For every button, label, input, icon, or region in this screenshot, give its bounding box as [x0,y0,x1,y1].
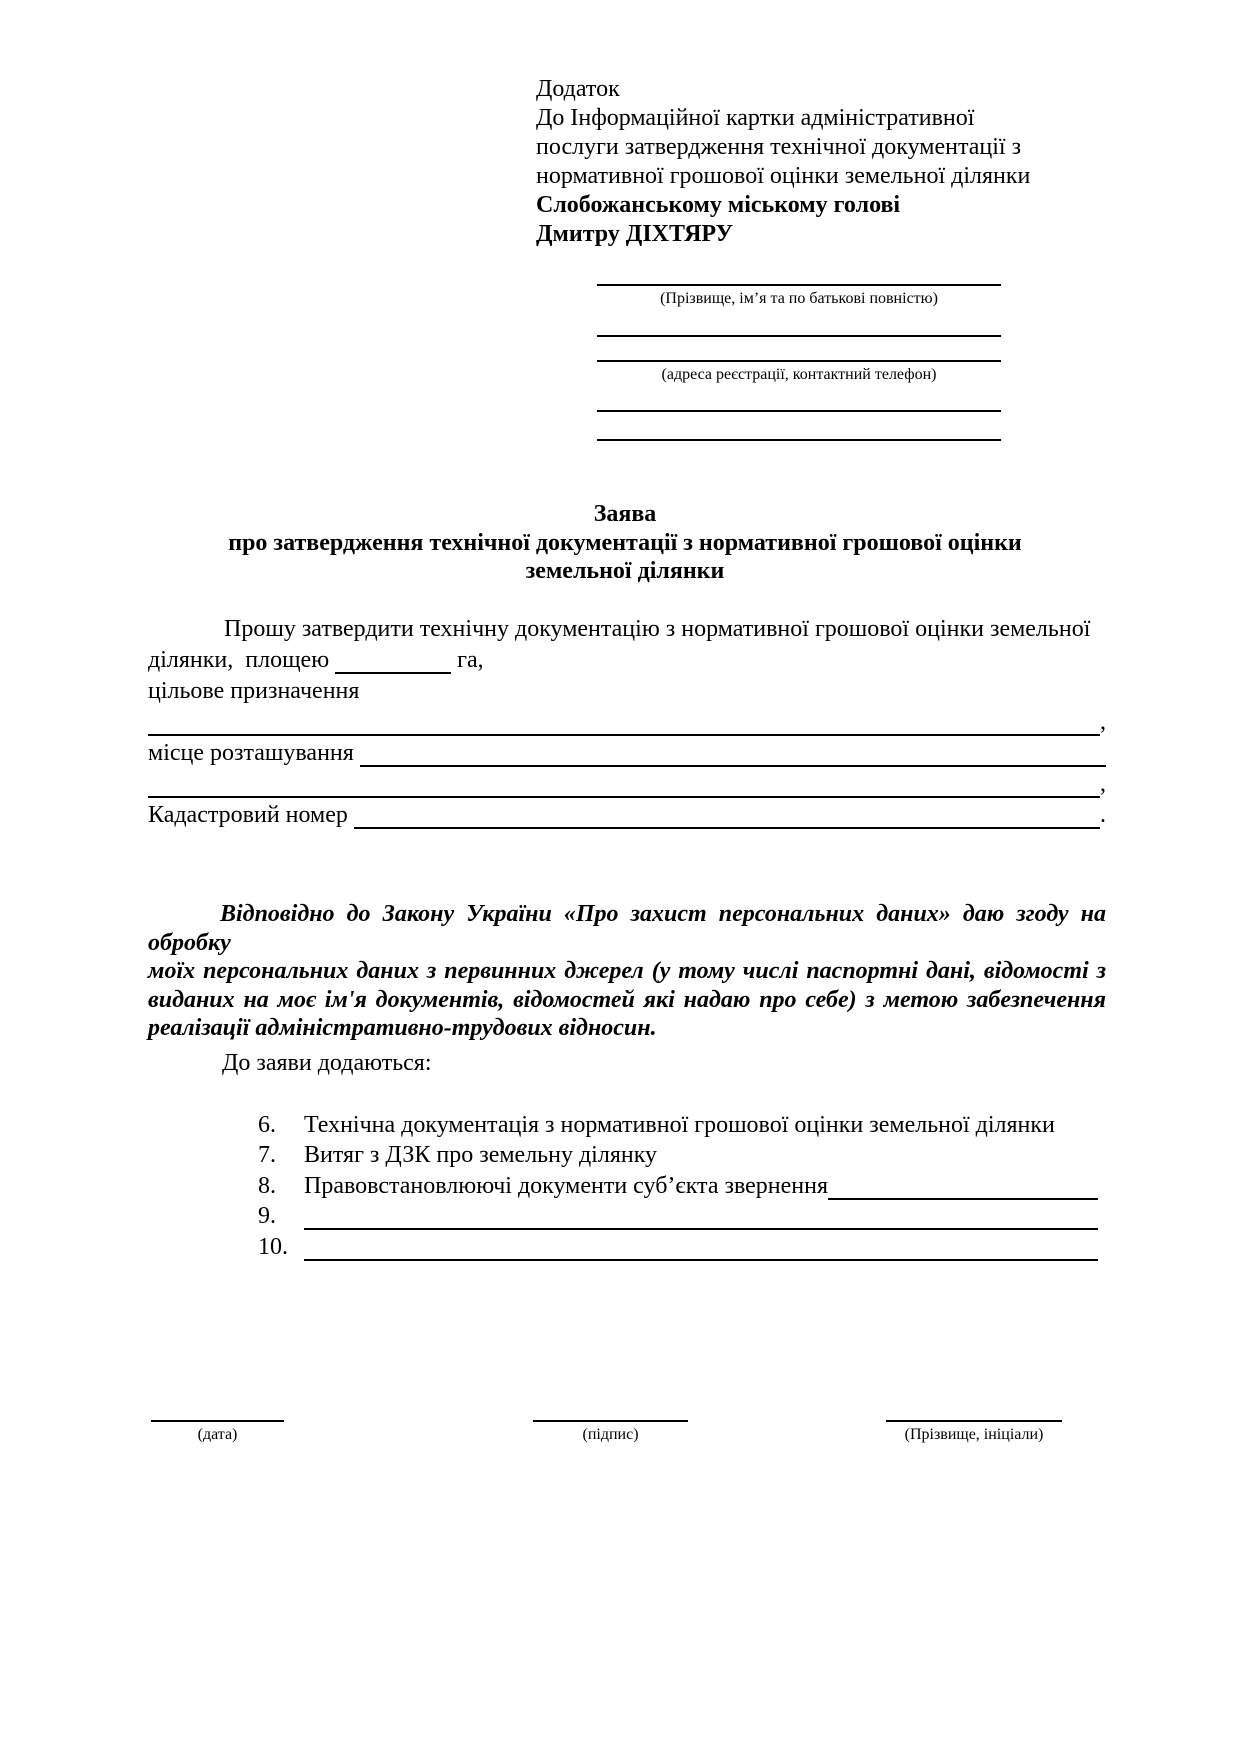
location-label: місце розташування [148,740,360,766]
sign-signature-block [533,1408,688,1444]
signature-field[interactable] [533,1408,688,1422]
recipient-title: Слобожанському міському голові [536,192,901,218]
name-caption: (Прізвище, ініціали) [904,1426,1044,1443]
recipient-fill-block [597,262,1001,441]
applicant-address-line-2[interactable] [597,384,1001,412]
title-line: про затвердження технічної документації з нормативної грошової оцінки [228,529,1022,556]
punctuation: , [1100,771,1106,797]
applicant-address-caption: (адреса реєстрації, контактний телефон) [661,366,937,383]
purpose-field[interactable] [148,708,1100,736]
item-10-field[interactable] [304,1233,1098,1261]
title-line: Заява [593,501,657,527]
list-item [258,1108,1098,1139]
cadastral-field[interactable] [354,801,1100,829]
item-text: Витяг з ДЗК про земельну ділянку [304,1142,658,1168]
document-title [140,500,1110,586]
area-unit-label: га, [451,647,484,673]
date-field[interactable] [151,1408,284,1422]
item-number: 8. [258,1172,276,1199]
list-item [258,1139,1098,1170]
purpose-field-row [148,705,1106,736]
location-field[interactable] [360,739,1106,767]
date-signature-block [151,1408,284,1444]
item-9-field[interactable] [304,1202,1098,1230]
applicant-address-line-3[interactable] [597,412,1001,441]
purpose-label: цільове призначення [148,678,360,704]
item-8-field[interactable] [828,1172,1098,1200]
location-field-2[interactable] [148,770,1100,798]
header-line: послуги затвердження технічної документації з [536,134,1022,160]
item-number: 9. [258,1203,276,1229]
item-number: 7. [258,1142,276,1168]
consent-line: Відповідно до Закону України «Про захист персональних даних» даю згоду на обробку [148,901,1106,956]
area-field[interactable] [335,646,451,674]
item-number: 6. [258,1111,276,1138]
recipient-name: Дмитру ДІХТЯРУ [536,221,734,247]
consent-line: моїх персональних даних з первинних джерел (у тому числі паспортні дані, відомості з [148,958,1106,984]
applicant-name-line-2[interactable] [597,308,1001,337]
date-caption: (дата) [197,1426,238,1443]
list-item [258,1169,1098,1200]
request-line-2 [148,643,1106,674]
applicant-address-line[interactable] [597,337,1001,362]
list-item [258,1230,1098,1261]
location-row [148,736,1106,767]
header-line: Додаток [536,76,620,102]
request-text: Прошу затвердити технічну документацію з нормативної грошової оцінки земельної [224,616,1091,642]
consent-line: реалізації адміністративно-трудових відносин. [148,1015,657,1041]
area-label: ділянки, площею [148,647,336,673]
cadastral-label: Кадастровий номер [148,802,354,828]
header-line: нормативної грошової оцінки земельної ділянки [536,163,1031,189]
header-block [536,75,1081,249]
punctuation: . [1100,802,1106,828]
punctuation: , [1100,709,1106,735]
cadastral-row [148,798,1106,829]
request-line-1 [148,612,1106,643]
list-item [258,1200,1098,1231]
header-line: До Інформаційної картки адміністративної [536,105,975,131]
location-field-row [148,767,1106,798]
attachments-heading: До заяви додаються: [222,1050,432,1076]
applicant-name-caption: (Прізвище, ім’я та по батькові повністю) [660,290,938,307]
request-block [148,612,1106,829]
applicant-name-line[interactable] [597,262,1001,286]
item-number: 10. [258,1233,288,1260]
signature-caption: (підпис) [582,1426,639,1443]
title-line: земельної ділянки [525,558,725,584]
attachments-list [258,1108,1098,1261]
consent-line: виданих на моє ім'я документів, відомостей які надаю про себе) з метою забезпечення [148,986,1106,1013]
name-field[interactable] [886,1408,1062,1422]
purpose-row [148,674,1106,705]
item-text: Технічна документація з нормативної грошової оцінки земельної ділянки [304,1111,1055,1138]
consent-paragraph [148,900,1106,1043]
name-signature-block [886,1408,1062,1444]
item-text: Правовстановлюючі документи суб’єкта звернення [304,1172,829,1199]
